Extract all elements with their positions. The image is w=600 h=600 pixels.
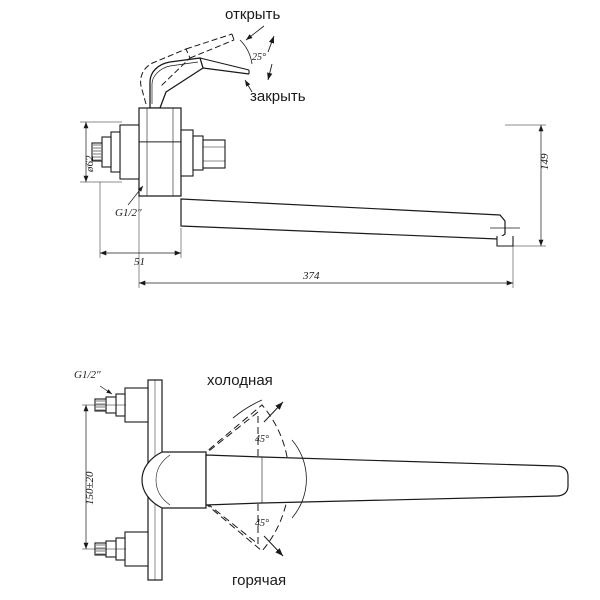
leader-thread-plan (100, 386, 112, 394)
top-inlet-flange (125, 388, 148, 422)
spout-plan (206, 455, 568, 505)
label-dim149: 149 (539, 153, 551, 170)
faucet-body-plan (142, 452, 206, 508)
label-dia62: ø62 (84, 155, 96, 172)
bottom-inlet-flange (125, 532, 148, 566)
left-inlet-flange (120, 125, 139, 179)
label-hot: горячая (232, 572, 287, 589)
label-dim374: 374 (303, 270, 320, 282)
label-thread-side: G1/2" (115, 207, 142, 219)
label-angle-hot: 45° (255, 518, 269, 529)
label-close: закрыть (250, 88, 306, 105)
label-angle-cold: 45° (255, 434, 269, 445)
faucet-body (139, 108, 181, 142)
arrow-cold (264, 402, 283, 422)
right-inlet-flange (203, 140, 225, 168)
arrow-hot (264, 536, 283, 556)
label-angle-lever: 25° (252, 52, 266, 63)
label-dim150: 150±20 (84, 471, 96, 505)
top-view-group (82, 380, 568, 580)
label-open: открыть (225, 6, 281, 23)
label-cold: холодная (207, 372, 273, 389)
label-thread-plan: G1/2" (74, 369, 101, 381)
spout (181, 199, 505, 239)
aerator (497, 236, 513, 246)
lever-handle (150, 58, 203, 108)
side-view-group (80, 26, 546, 288)
label-dim51: 51 (134, 256, 145, 268)
